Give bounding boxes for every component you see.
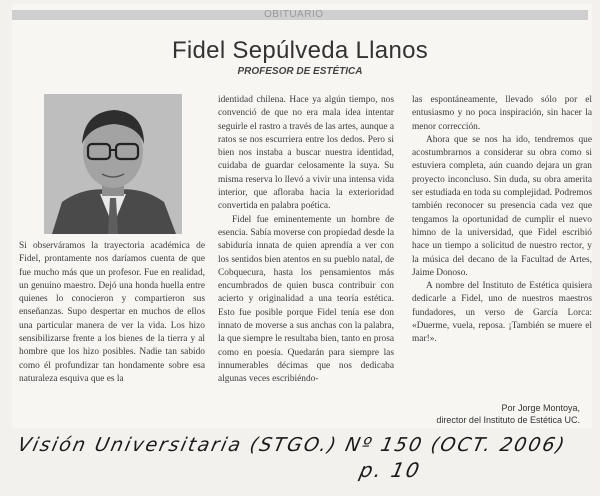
portrait-image (44, 94, 182, 234)
paragraph: identidad chilena. Hace ya algún tiempo, nos convenció de que no era mala idea intentar seguirle el rastro a través de las artes, aunque a ratos se nos escurriera entre los dedos. Pero si bien nos instaba a buscar nuestra identidad, cuidaba de guardar celosamente la suya. Su misma reserva lo llevó a vivir una intensa vida interior, que afloraba hacia la exterioridad convertida en palabra poética. (218, 95, 394, 212)
article-column-2 (218, 94, 394, 409)
paragraph: Ahora que se nos ha ido, tendremos que acostumbrarnos a considerar su obra como si estuviera completa, aún cuando dejara un gran proyecto inconcluso. Sin duda, su obra amerita ser estudiada en toda su complejidad. Podremos también reconocer su presencia cada vez que tengamos la oportunidad de cumplir el nuevo himno de la universidad, que Fidel escribió hace un tiempo a solicitud de nuestro rector, y la música del decano de la Facultad de Artes, Jaime Donoso. (412, 134, 592, 278)
portrait-photo (44, 94, 182, 234)
byline-role: director del Instituto de Estética UC. (436, 415, 580, 425)
article-subtitle: PROFESOR DE ESTÉTICA (237, 66, 363, 77)
article-column-3 (412, 94, 592, 384)
handwritten-source-note: Visión Universitaria (STGO.) Nº 150 (OCT. 2006) (15, 434, 569, 456)
byline-author: Por Jorge Montoya, (501, 403, 580, 413)
paragraph: A nombre del Instituto de Estética quisiera dedicarle a Fidel, uno de nuestros maestros fundadores, un verso de García Lorca: «Duerme, vuela, reposa. ¡También se muere el mar!». (412, 281, 592, 345)
section-label: OBITUARIO (264, 9, 324, 20)
paragraph: Fidel fue eminentemente un hombre de esencia. Sabía moverse con propiedad desde la sabiduría innata de quien aprendía a ver con los sentidos bien atentos en su pueblo natal, de Cobquecura, hasta los pensamientos más encumbrados de quien busca contribuir con acierto y originalidad a una teoría estética. Esto fue posible porque Fidel tenía ese don innato de moverse a sus anchas con la palabra, la que siempre le resultaba bien, tanto en prosa como en poesía. Quedarán para siempre las innumerables décimas que nos dedicaba algunas veces escribiéndo- (218, 214, 394, 385)
article-title: Fidel Sepúlveda Llanos (171, 37, 429, 64)
article-column-1 (19, 240, 205, 390)
paragraph: las espontáneamente, llevado sólo por el entusiasmo y no poca inspiración, sin hacer la menor corrección. (412, 95, 592, 132)
byline (436, 402, 580, 426)
paragraph: Si observáramos la trayectoria académica de Fidel, prontamente nos daríamos cuenta de que fue mucho más que un profesor. Fue en realidad, un genuino maestro. Dejó una honda huella entre quienes lo conocieron y compartieron sus enseñanzas. Supo despertar en muchos de ellos una particular manera de ver la vida. Los hizo sensibilizarse frente a los bienes de la tierra y al hombre que los hizo posibles. Nadie tan sabido como él profundizar tan hondamente sobre esa naturaleza esquiva que es la (19, 241, 205, 384)
handwritten-page-note: p. 10 (357, 458, 424, 482)
